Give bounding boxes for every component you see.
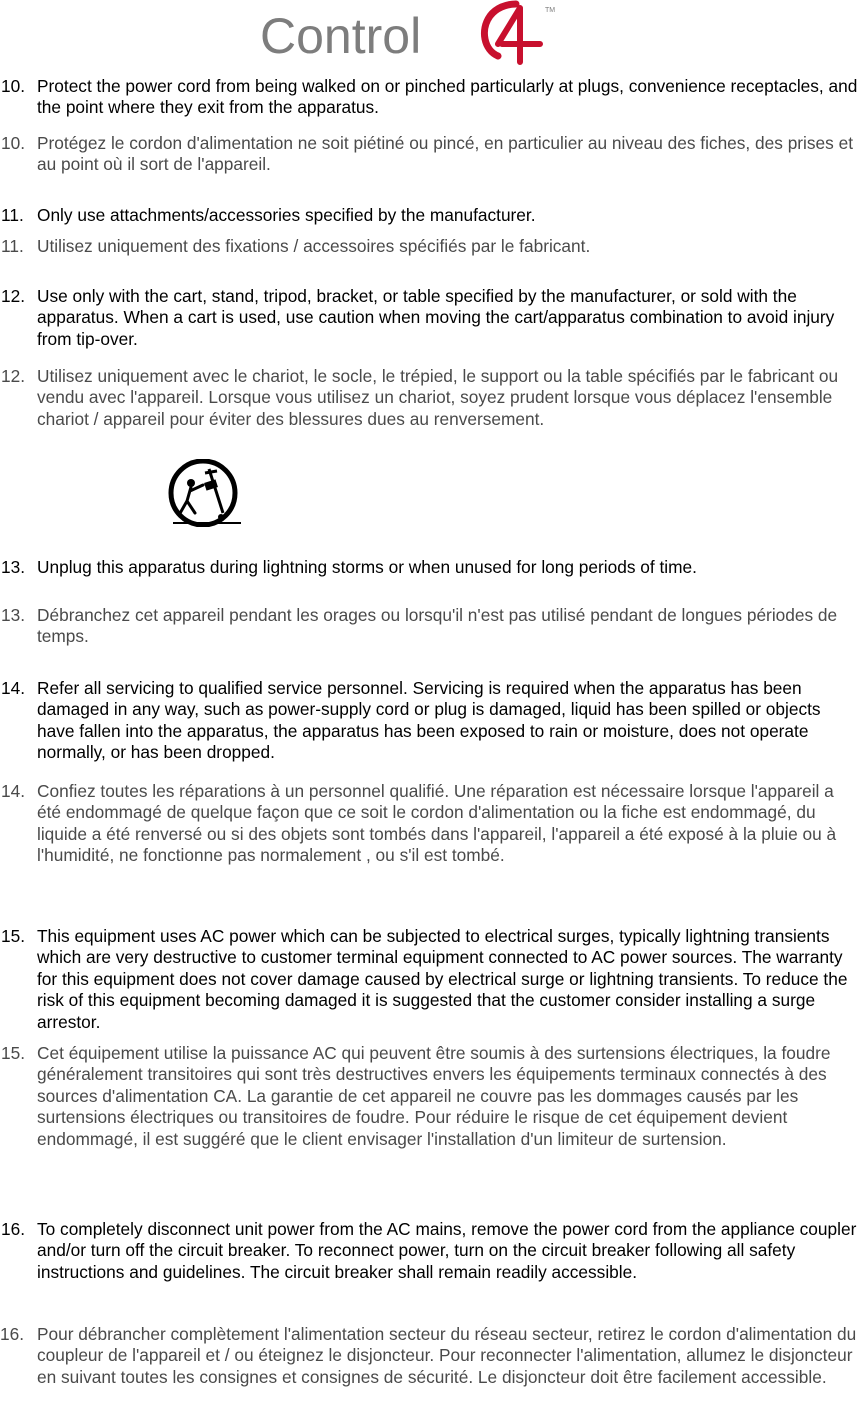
item-15-fr	[0, 1043, 858, 1150]
item-15-en	[0, 926, 858, 1033]
item-number: 13.	[1, 605, 26, 625]
item-11-fr	[0, 236, 858, 257]
item-number: 16.	[0, 1324, 25, 1344]
item-number: 11.	[1, 236, 24, 256]
item-text: Protégez le cordon d'alimentation ne soit piétiné ou pincé, en particulier au niveau des fiches, des prises et au point où il sort de l'appareil.	[37, 133, 854, 175]
item-16-en	[0, 1219, 858, 1283]
svg-text:TM: TM	[545, 7, 556, 14]
item-text: Débranchez cet appareil pendant les orages ou lorsqu'il n'est pas utilisé pendant de longues périodes de temps.	[37, 605, 838, 647]
item-number: 15.	[1, 926, 26, 946]
item-14-fr	[0, 781, 858, 867]
item-number: 12.	[1, 286, 26, 306]
cart-tip-over-warning-icon	[165, 459, 243, 527]
item-number: 14.	[1, 781, 26, 801]
item-number: 14.	[1, 678, 26, 698]
item-12-fr	[0, 366, 858, 430]
item-number: 10.	[1, 133, 26, 153]
item-13-fr	[0, 605, 858, 648]
item-number: 15.	[1, 1043, 26, 1063]
svg-text:Control: Control	[260, 8, 422, 64]
item-text: Refer all servicing to qualified service personnel. Servicing is required when the apparatus has been damaged in any way, such as power-supply cord or plug is damaged, liquid has been spilled or objects have fallen into the apparatus, the apparatus has been exposed to rain or moisture, does not operate normally, or has been dropped.	[37, 678, 821, 763]
item-text: Cet équipement utilise la puissance AC qui peuvent être soumis à des surtensions électriques, la foudre généralement transitoires qui sont très destructives envers les équipements terminaux connectés à des sources d'alimentation CA. La garantie de cet appareil ne couvre pas les dommages causés par les surtensions électriques ou transitoires de foudre. Pour réduire le risque de cet équipement devient endommagé, il est suggéré que le client envisager l'installation d'un limiteur de surtension.	[37, 1043, 831, 1149]
item-text: Only use attachments/accessories specified by the manufacturer.	[37, 205, 536, 225]
item-number: 13.	[1, 557, 26, 577]
item-number: 11.	[1, 205, 24, 225]
item-text: To completely disconnect unit power from the AC mains, remove the power cord from the appliance coupler and/or turn off the circuit breaker. To reconnect power, turn on the circuit breaker following all safety instructions and guidelines. The circuit breaker shall remain readily accessible.	[37, 1219, 857, 1282]
item-text: This equipment uses AC power which can be subjected to electrical surges, typically lightning transients which are very destructive to customer terminal equipment connected to AC power sources. The warranty for this equipment does not cover damage caused by electrical surge or lightning transients. To reduce the risk of this equipment becoming damaged it is suggested that the customer consider installing a surge arrestor.	[37, 926, 848, 1032]
item-14-en	[0, 678, 858, 764]
item-text: Unplug this apparatus during lightning storms or when unused for long periods of time.	[37, 557, 697, 577]
item-11-en	[0, 205, 858, 226]
item-number: 16.	[1, 1219, 26, 1239]
item-text: Confiez toutes les réparations à un personnel qualifié. Une réparation est nécessaire lorsque l'appareil a été endommagé de quelque façon que ce soit le cordon d'alimentation ou la fiche est endommagé, du liquide a été renversé ou si des objets sont tombés dans l'appareil, l'appareil a été exposé à la pluie ou à l'humidité, ne fonctionne pas normalement , ou s'il est tombé.	[37, 781, 837, 866]
item-16-fr	[0, 1324, 858, 1388]
item-text: Utilisez uniquement des fixations / accessoires spécifiés par le fabricant.	[37, 236, 591, 256]
item-text: Use only with the cart, stand, tripod, bracket, or table specified by the manufacturer, or sold with the apparatus. When a cart is used, use caution when moving the cart/apparatus combination to avoid injury from tip-over.	[37, 286, 835, 349]
item-10-fr	[0, 133, 858, 176]
control4-logo	[258, 0, 568, 66]
item-12-en	[0, 286, 858, 350]
item-text: Protect the power cord from being walked on or pinched particularly at plugs, convenience receptacles, and the point where they exit from the apparatus.	[37, 76, 858, 118]
item-text: Utilisez uniquement avec le chariot, le socle, le trépied, le support ou la table spécifiés par le fabricant ou vendu avec l'appareil. Lorsque vous utilisez un chariot, soyez prudent lorsque vous déplacez l'ensemble chariot / appareil pour éviter des blessures dues au renversement.	[37, 366, 839, 429]
item-13-en	[0, 557, 858, 578]
logo-4-mark	[484, 4, 540, 62]
item-number: 10.	[1, 76, 26, 96]
item-text: Pour débrancher complètement l'alimentation secteur du réseau secteur, retirez le cordon d'alimentation du coupleur de l'appareil et / ou éteignez le disjoncteur. Pour reconnecter l'alimentation, allumez le disjoncteur en suivant toutes les consignes et consignes de sécurité. Le disjoncteur doit être facilement accessible.	[37, 1324, 857, 1387]
item-number: 12.	[1, 366, 26, 386]
item-10-en	[0, 76, 858, 119]
control4-logo-graphic	[258, 0, 568, 66]
